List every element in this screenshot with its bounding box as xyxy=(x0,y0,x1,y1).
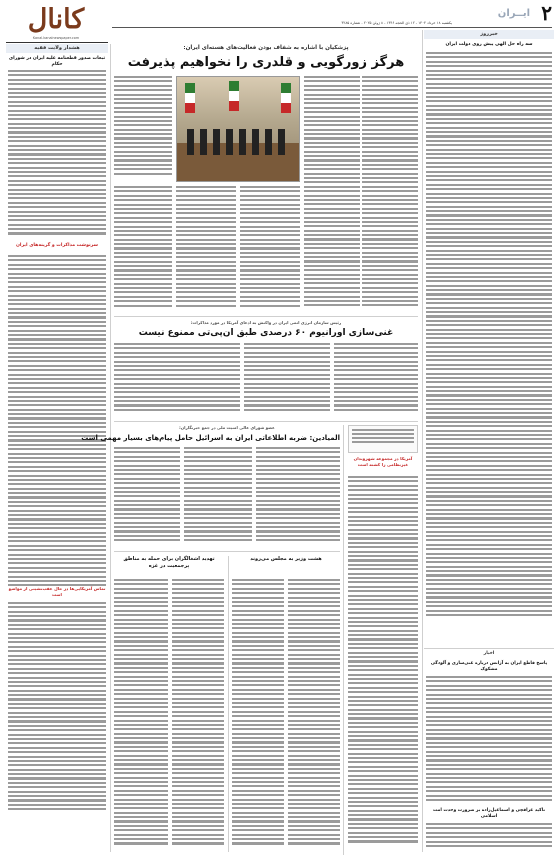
page-number: ۲ xyxy=(541,1,552,25)
lead-body-col-2 xyxy=(304,76,360,312)
right-bottom-body-2 xyxy=(426,823,552,853)
story2-col-1 xyxy=(334,343,418,417)
story3-col-1 xyxy=(256,447,340,547)
lead-body-col-3 xyxy=(240,186,300,312)
left-col-body xyxy=(8,70,106,240)
flag-decoration xyxy=(281,83,291,113)
story4-headline: تهدید اشغالگران برای حمله به مناطق پرجمعیت در غزه xyxy=(123,556,215,569)
story2-kicker: رئیس سازمان انرژی اتمی ایران در واکنش به ادعای آمریکا در مورد مذاکرات: xyxy=(190,320,342,325)
photo-figures xyxy=(187,129,289,155)
left-col-headline: تبعات صدور قطعنامه علیه ایران در شورای حکام xyxy=(8,56,106,67)
right-bottom-section: اخبار xyxy=(483,651,495,656)
lead-headline: هرگز زورگویی و قلدری را نخواهیم پذیرفت xyxy=(127,55,405,70)
right-bottom-rule xyxy=(424,648,554,649)
story3-col-3 xyxy=(114,447,180,547)
lead-bottom-rule xyxy=(114,316,418,317)
story2-col-3 xyxy=(114,343,240,417)
story6-divider xyxy=(343,425,344,855)
right-bottom-body-1 xyxy=(426,676,552,804)
story2-bottom-rule xyxy=(114,421,418,422)
left-col-subhead: سرنوشت مذاکرات و گزینه‌های ایران xyxy=(15,243,99,248)
story5-col-1 xyxy=(288,579,340,852)
lead-body-col-left xyxy=(114,76,172,182)
right-bottom-headline-1: پاسخ قاطع ایران به آژانس درباره غنی‌سازی و آلودگی مشکوک xyxy=(430,661,548,672)
lead-photo xyxy=(176,76,300,182)
right-bottom-headline-2: تاکید عراقچی و اسماعیل‌زاده بر ضرورت وحدت امت اسلامی xyxy=(432,808,546,819)
left-col-divider xyxy=(110,44,111,852)
date-line: یکشنبه ۱۸ خرداد ۱۴۰۴ - ۱۲ ذی الحجه ۱۴۴۶ - ۸ ژوئن ۲۰۲۵ - شماره ۴۲۸۵ xyxy=(341,21,452,25)
right-col-divider xyxy=(422,30,423,852)
story6-headline: آمریکا در مجموعه شهروندان غیرنظامی را کشته است xyxy=(353,456,413,467)
right-col-headline: سه راه حل الهی پیش روی دولت ایران xyxy=(445,42,533,47)
story4-col-1 xyxy=(172,579,224,852)
masthead-logo xyxy=(6,4,106,38)
right-col-section: خبرروز xyxy=(480,31,498,37)
story4-divider xyxy=(228,556,229,852)
logo-subtitle: Kanal.kanalnewspaper.com xyxy=(32,36,80,40)
logo-underline xyxy=(6,42,108,43)
left-col-section: هشدار ولایت فقیه xyxy=(34,45,80,51)
left-col-body-2 xyxy=(8,255,106,855)
lead-kicker: پزشکیان با اشاره به شفاف بودن فعالیت‌های هسته‌ای ایران: xyxy=(183,45,349,51)
page-section: ایــران xyxy=(497,8,530,19)
masthead-rule xyxy=(112,27,552,28)
left-col-head xyxy=(6,44,108,53)
flag-decoration xyxy=(185,83,195,113)
logo-text: کانال xyxy=(27,4,85,35)
lead-body-col-4 xyxy=(176,186,236,312)
right-col-body xyxy=(426,52,552,642)
story3-headline: المیادین: ضربه اطلاعاتی ایران به اسرائیل حامل پیام‌های بسیار مهمی است xyxy=(81,434,340,442)
story5-headline: هشت وزیر به مجلس می‌روند xyxy=(250,556,322,562)
story6-photo-box xyxy=(348,425,418,453)
story2-headline: غنی‌سازی اورانیوم ۶۰ درصدی طبق ان‌پی‌تی ممنوع نیست xyxy=(138,328,394,338)
story6-body xyxy=(348,476,418,852)
lead-body-col-1 xyxy=(362,76,418,312)
flag-decoration xyxy=(229,81,239,111)
story7-headline: تماس آمریکایی‌ها در حال عقب‌نشینی از مواضع است xyxy=(8,586,106,600)
right-col-head xyxy=(424,30,554,39)
story2-col-2 xyxy=(244,343,330,417)
lead-body-col-5 xyxy=(114,186,172,312)
story3-col-2 xyxy=(184,447,252,547)
story4-col-2 xyxy=(114,579,168,852)
story3-kicker: عضو شورای عالی امنیت ملی در جمع خبرنگاران: xyxy=(179,425,275,430)
story5-col-2 xyxy=(232,579,284,852)
story3-bottom-rule xyxy=(114,551,340,552)
